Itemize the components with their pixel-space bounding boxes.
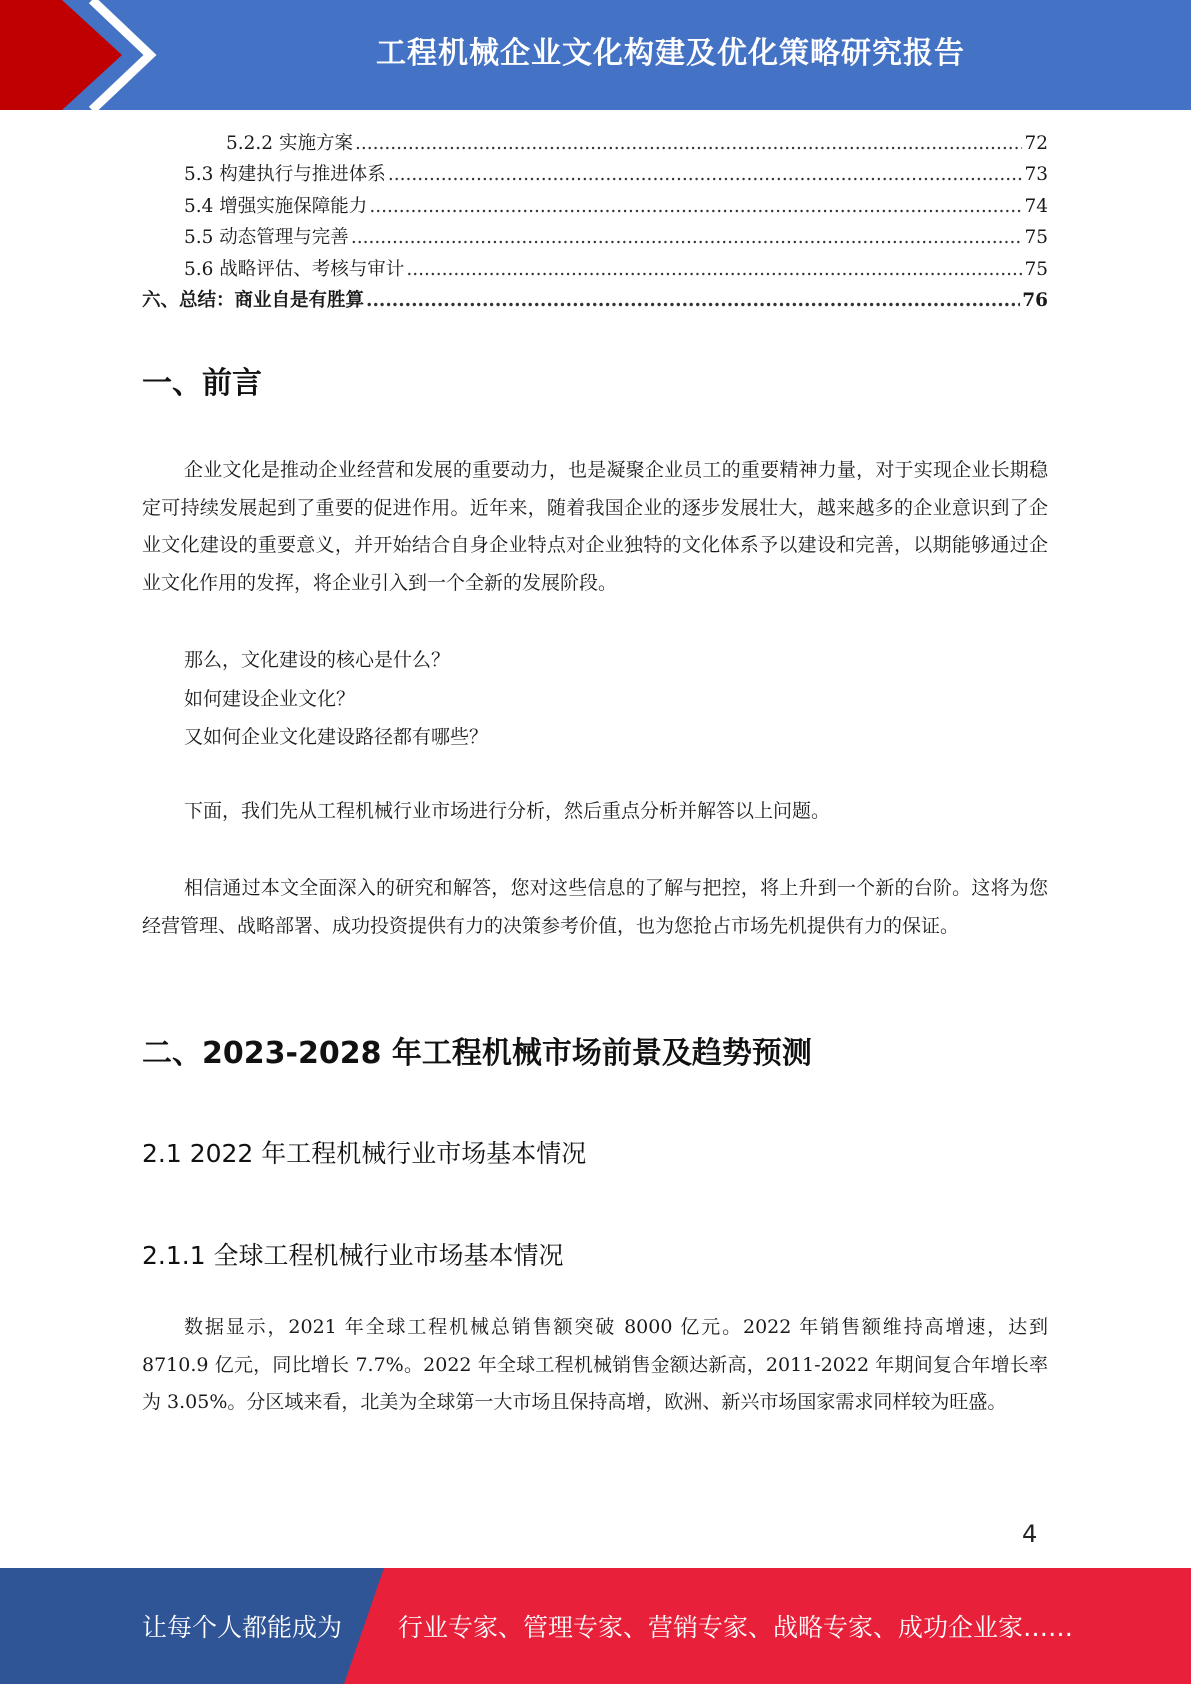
section-heading-preface: 一、前言 xyxy=(142,366,262,401)
toc-entry[interactable] xyxy=(142,222,1048,253)
toc-entry[interactable] xyxy=(142,254,1048,285)
subsection-heading-2-1-1: 2.1.1 全球工程机械行业市场基本情况 xyxy=(142,1241,564,1270)
toc-entry[interactable] xyxy=(142,285,1048,316)
toc-entry-page: 76 xyxy=(1022,289,1048,311)
toc-leader-dots xyxy=(351,222,1023,253)
toc-leader-dots xyxy=(388,159,1023,190)
footer-slogan-right: 行业专家、管理专家、营销专家、战略专家、成功企业家…… xyxy=(398,1613,1074,1642)
page-footer xyxy=(0,1568,1191,1684)
toc-entry[interactable] xyxy=(142,159,1048,190)
toc-entry-title: 5.6 战略评估、考核与审计 xyxy=(184,258,405,280)
preface-paragraph-2: 下面，我们先从工程机械行业市场进行分析，然后重点分析并解答以上问题。 xyxy=(184,800,831,822)
global-market-paragraph: 数据显示，2021 年全球工程机械总销售额突破 8000 亿元。2022 年销售额维持高增速，达到 8710.9 亿元，同比增长 7.7%。2022 年全球工程机械销售金额达新高，2011-2022 年期间复合年增长率为 3.05%。分区域来看，北美为全球第一大市场且保持高增，欧洲、新兴市场国家需求同样较为旺盛。 xyxy=(142,1316,1048,1413)
toc-entry[interactable] xyxy=(142,191,1048,222)
question-3: 又如何企业文化建设路径都有哪些？ xyxy=(184,726,489,748)
toc-entry-title: 5.3 构建执行与推进体系 xyxy=(184,164,386,186)
toc-entry-title: 5.2.2 实施方案 xyxy=(226,133,353,154)
toc-entry-page: 72 xyxy=(1024,133,1048,154)
toc-leader-dots xyxy=(406,254,1022,285)
subsection-heading-2-1: 2.1 2022 年工程机械行业市场基本情况 xyxy=(142,1139,587,1168)
question-2: 如何建设企业文化？ xyxy=(184,688,356,710)
toc-leader-dots xyxy=(366,285,1020,316)
footer-slogan-left: 让每个人都能成为 xyxy=(142,1613,343,1642)
toc-entry[interactable] xyxy=(142,128,1048,159)
toc-entry-title: 六、总结：商业自是有胜算 xyxy=(142,289,365,311)
toc-entry-page: 74 xyxy=(1024,195,1048,217)
section-heading-market-forecast: 二、2023-2028 年工程机械市场前景及趋势预测 xyxy=(142,1036,812,1071)
toc-entry-title: 5.4 增强实施保障能力 xyxy=(184,195,368,217)
page-header xyxy=(0,0,1191,110)
toc-entry-page: 73 xyxy=(1024,164,1048,186)
report-title: 工程机械企业文化构建及优化策略研究报告 xyxy=(376,36,965,71)
toc-entry-page: 75 xyxy=(1024,258,1048,280)
toc-entry-title: 5.5 动态管理与完善 xyxy=(184,227,349,249)
page-number: 4 xyxy=(1022,1520,1038,1548)
preface-paragraph-3: 相信通过本文全面深入的研究和解答，您对这些信息的了解与把控，将上升到一个新的台阶。这将为您经营管理、战略部署、成功投资提供有力的决策参考价值，也为您抢占市场先机提供有力的保证。 xyxy=(142,877,1048,937)
preface-paragraph-1: 企业文化是推动企业经营和发展的重要动力，也是凝聚企业员工的重要精神力量，对于实现企业长期稳定可持续发展起到了重要的促进作用。近年来，随着我国企业的逐步发展壮大，越来越多的企业意识到了企业文化建设的重要意义，并开始结合自身企业特点对企业独特的文化体系予以建设和完善，以期能够通过企业文化作用的发挥，将企业引入到一个全新的发展阶段。 xyxy=(142,459,1048,594)
table-of-contents xyxy=(142,128,1048,316)
toc-leader-dots xyxy=(355,128,1023,159)
header-arrow-decoration xyxy=(0,0,160,110)
question-1: 那么，文化建设的核心是什么？ xyxy=(184,649,451,671)
toc-entry-page: 75 xyxy=(1024,227,1048,249)
toc-leader-dots xyxy=(369,191,1022,222)
